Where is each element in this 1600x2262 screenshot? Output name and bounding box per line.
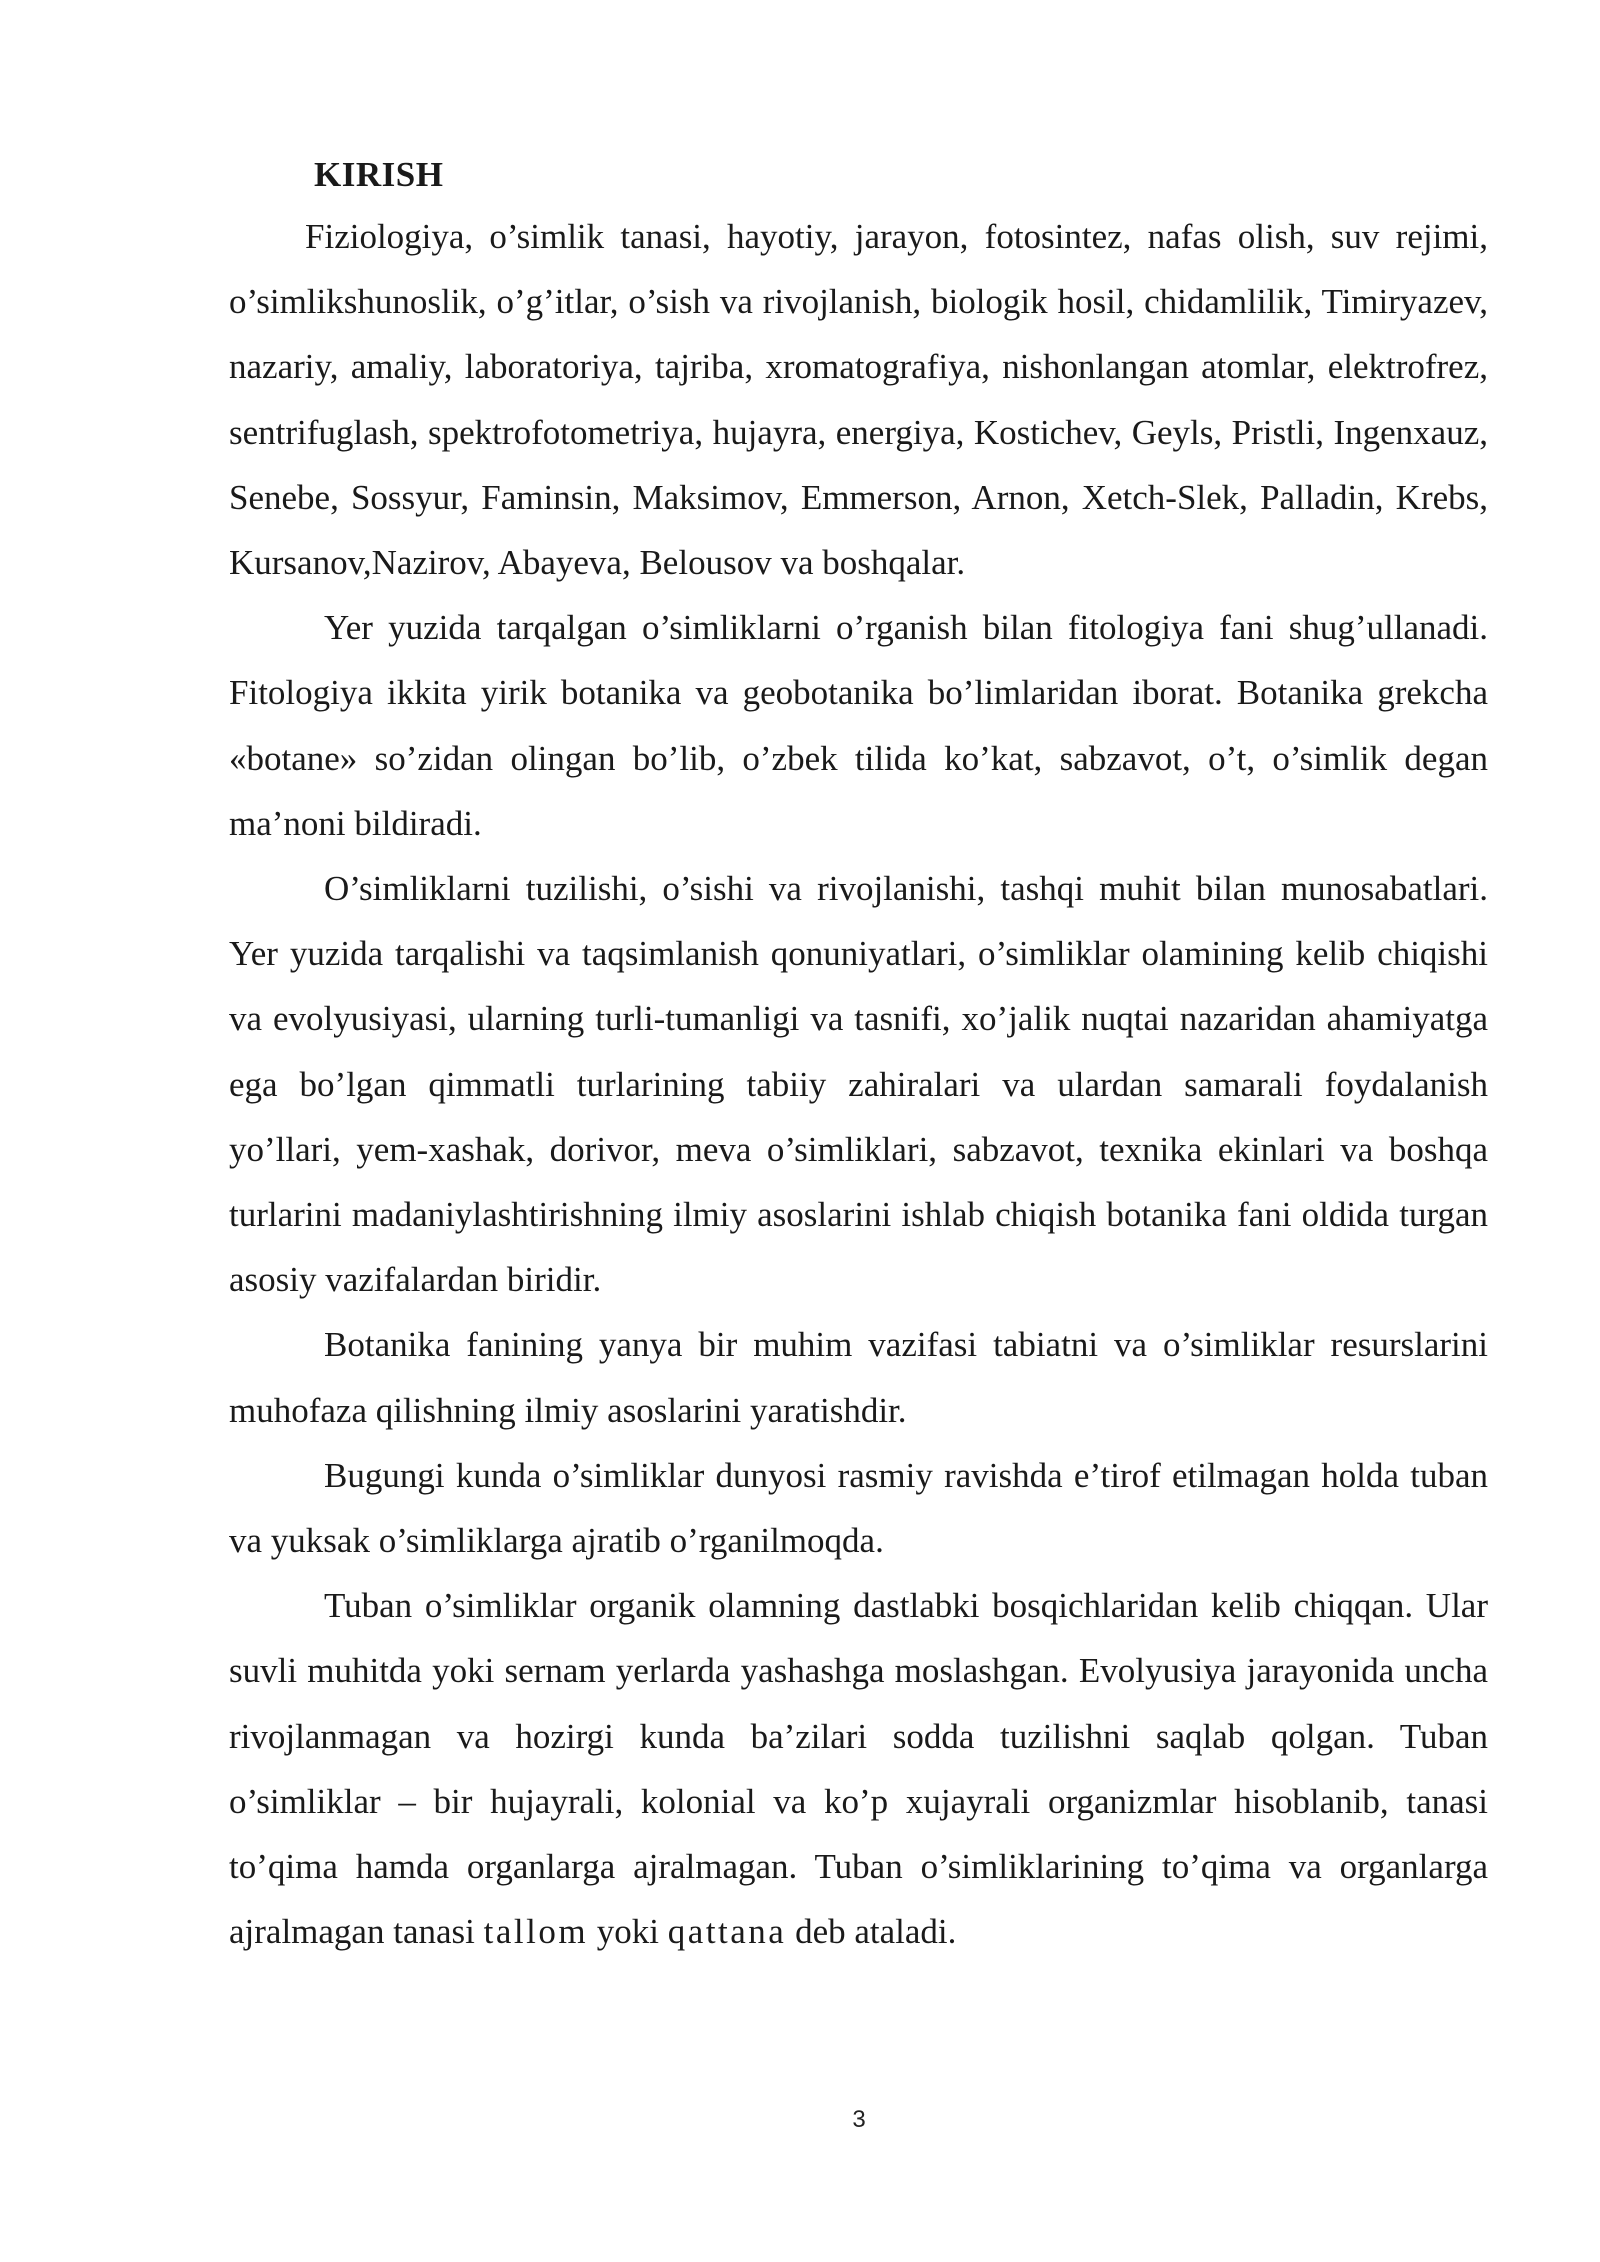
term-qattana: qattana xyxy=(667,1912,787,1952)
body-paragraph: Bugungi kunda o’simliklar dunyosi rasmiy ravishda e’tirof etilmagan holda tuban va yuksak o’simliklarga ajratib o’rganilmoqda. xyxy=(229,1455,1488,1561)
keywords-paragraph: Fiziologiya, o’simlik tanasi, hayotiy, jarayon, fotosintez, nafas olish, suv rejimi, o’simlikshunoslik, o’g’itlar, o’sish va rivojlanish, biologik hosil, chidamlilik, Timiryazev, nazariy, amaliy, laboratoriya, tajriba, xromatografiya, nishonlangan atomlar, elektrofrez, sentrifuglash, spektrofotometriya, hujayra, energiya, Kostichev, Geyls, Pristli, Ingenxauz, Senebe, Sossyur, Faminsin, Maksimov, Emmerson, Arnon, Xetch-Slek, Palladin, Krebs, Kursanov,Nazirov, Abayeva, Belousov va boshqalar. xyxy=(229,217,1488,583)
body-paragraph-last xyxy=(229,1573,1488,1964)
section-heading: KIRISH xyxy=(314,155,444,194)
body-paragraph: Botanika fanining yanya bir muhim vazifasi tabiatni va o’simliklar resurslarini muhofaza qilishning ilmiy asoslarini yaratishdir. xyxy=(229,1325,1488,1430)
paragraph-text: deb ataladi. xyxy=(786,1912,957,1952)
paragraph-text: yoki xyxy=(588,1912,668,1952)
body-paragraph: O’simliklarni tuzilishi, o’sishi va rivojlanishi, tashqi muhit bilan munosabatlari. Yer yuzida tarqalishi va taqsimlanish qonuniyatlari, o’simliklar olamining kelib chiqishi va evolyusiyasi, ularning turli-tumanligi va tasnifi, xo’jalik nuqtai nazaridan ahamiyatga ega bo’lgan qimmatli turlarining tabiiy zahiralari va ulardan samarali foydalanish yo’llari, yem-xashak, dorivor, meva o’simliklari, sabzavot, texnika ekinlari va boshqa turlarini madaniylashtirishning ilmiy asoslarini ishlab chiqish botanika fani oldida turgan asosiy vazifalardan biridir. xyxy=(229,869,1488,1300)
body-paragraph: Yer yuzida tarqalgan o’simliklarni o’rganish bilan fitologiya fani shug’ullanadi. Fitologiya ikkita yirik botanika va geobotanika bo’limlaridan iborat. Botanika grekcha «botane» so’zidan olingan bo’lib, o’zbek tilida ko’kat, sabzavot, o’t, o’simlik degan ma’noni bildiradi. xyxy=(229,608,1488,843)
document-page xyxy=(229,150,1488,1964)
paragraph-text: Tuban o’simliklar organik olamning dastlabki bosqichlaridan kelib chiqqan. Ular suvli muhitda yoki sernam yerlarda yashashga moslashgan. Evolyusiya jarayonida uncha rivojlanmagan va hozirgi kunda ba’zilari sodda tuzilishni saqlab qolgan. Tuban o’simliklar – bir hujayrali, kolonial va ko’p xujayrali organizmlar hisoblanib, tanasi to’qima hamda organlarga ajralmagan. Tuban o’simliklarining to’qima va organlarga ajralmagan tanasi xyxy=(229,1586,1488,1952)
term-tallom: tallom xyxy=(483,1912,589,1952)
page-number: 3 xyxy=(852,2106,866,2133)
